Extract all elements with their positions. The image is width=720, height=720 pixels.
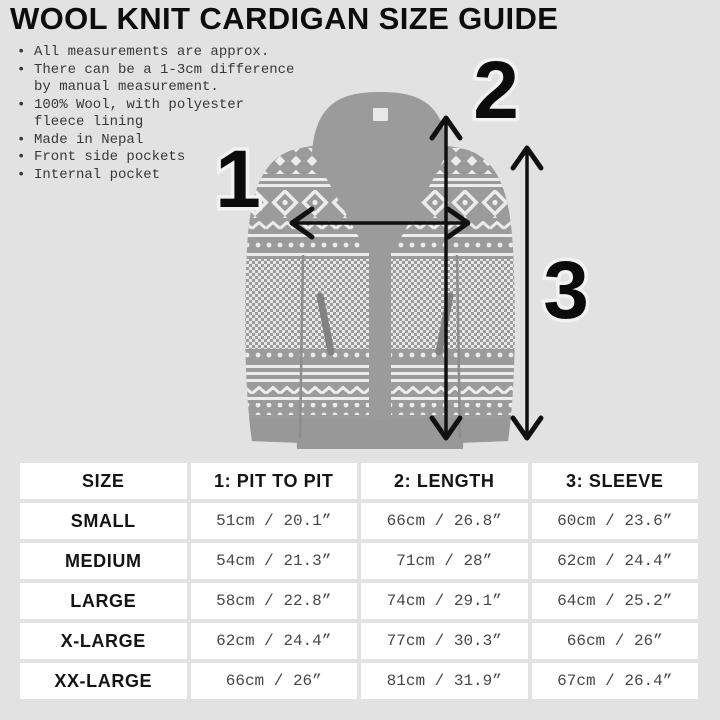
cardigan-illustration [180, 45, 620, 465]
table-cell: 71cm / 28” [361, 543, 528, 579]
page-title: WOOL KNIT CARDIGAN SIZE GUIDE [10, 1, 559, 36]
table-cell: 54cm / 21.3” [191, 543, 358, 579]
table-cell: 81cm / 31.9” [361, 663, 528, 699]
cardigan-measurement-diagram [180, 45, 620, 465]
list-item: • 100% Wool, with polyester fleece lining [14, 97, 298, 132]
row-label-small: SMALL [20, 503, 187, 539]
col-header-length: 2: LENGTH [361, 463, 528, 499]
list-item: • Internal pocket [14, 167, 298, 185]
list-item: • Front side pockets [14, 149, 298, 167]
table-cell: 60cm / 23.6” [532, 503, 699, 539]
table-cell: 62cm / 24.4” [532, 543, 699, 579]
table-cell: 74cm / 29.1” [361, 583, 528, 619]
table-cell: 66cm / 26” [191, 663, 358, 699]
table-cell: 67cm / 26.4” [532, 663, 699, 699]
table-cell: 77cm / 30.3” [361, 623, 528, 659]
table-cell: 66cm / 26” [532, 623, 699, 659]
row-label-medium: MEDIUM [20, 543, 187, 579]
size-table [20, 463, 698, 699]
measure-number-3: 3 [543, 245, 589, 336]
table-cell: 66cm / 26.8” [361, 503, 528, 539]
list-item: • All measurements are approx. [14, 44, 298, 62]
row-label-large: LARGE [20, 583, 187, 619]
table-cell: 51cm / 20.1” [191, 503, 358, 539]
hem-band [240, 418, 520, 453]
col-header-sleeve: 3: SLEEVE [532, 463, 699, 499]
neck-label-tag [373, 108, 388, 121]
table-cell: 64cm / 25.2” [532, 583, 699, 619]
list-item: • There can be a 1-3cm difference by manual measurement. [14, 62, 298, 97]
col-header-size: SIZE [20, 463, 187, 499]
table-cell: 58cm / 22.8” [191, 583, 358, 619]
col-header-pit-to-pit: 1: PIT TO PIT [191, 463, 358, 499]
measure-number-1: 1 [215, 134, 261, 225]
table-cell: 62cm / 24.4” [191, 623, 358, 659]
measure-number-2: 2 [473, 45, 519, 136]
row-label-x-large: X-LARGE [20, 623, 187, 659]
row-label-xx-large: XX-LARGE [20, 663, 187, 699]
list-item: • Made in Nepal [14, 132, 298, 150]
zipper-strip [369, 250, 391, 420]
sleeve-arrow [513, 148, 541, 438]
